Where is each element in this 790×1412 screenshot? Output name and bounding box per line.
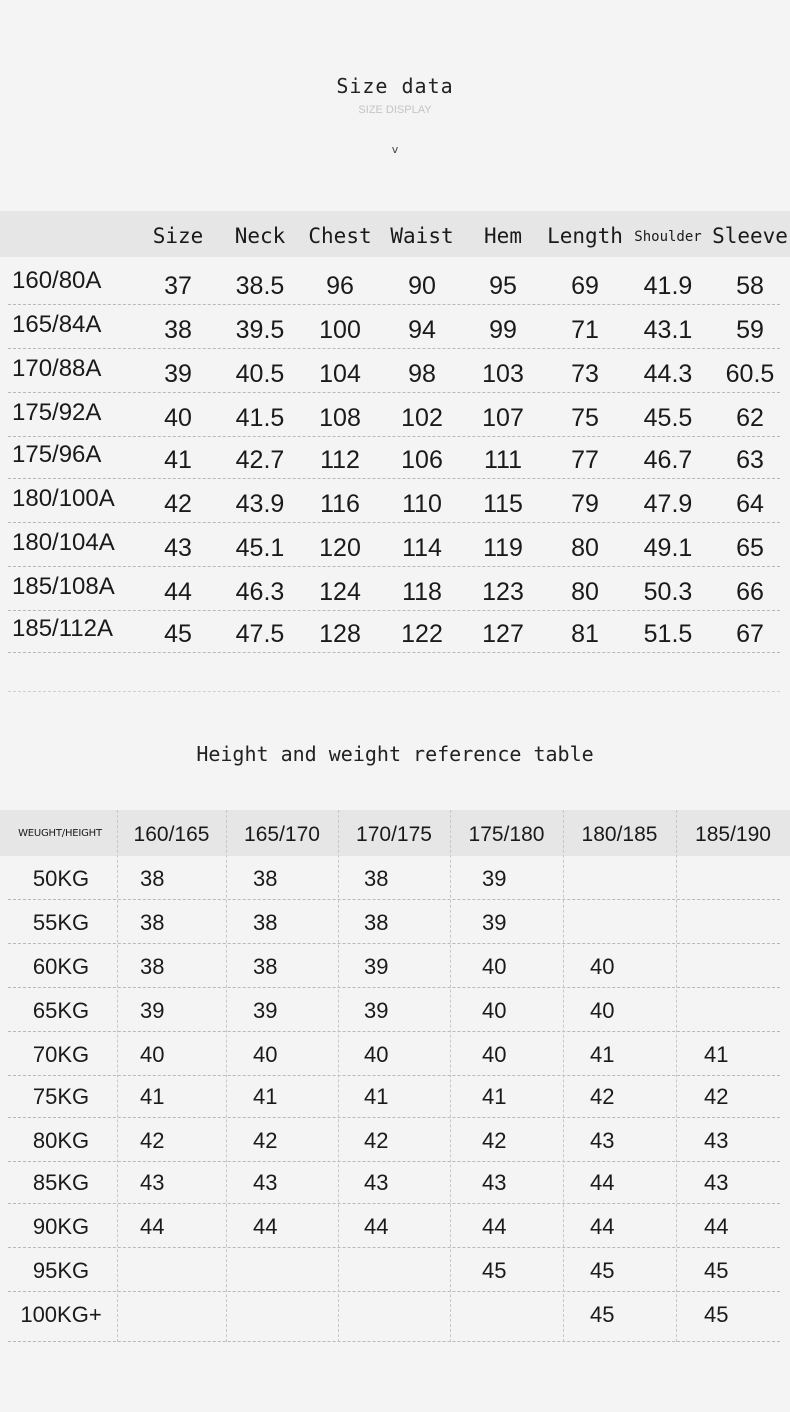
- table-cell: 44: [164, 578, 192, 606]
- table-row: [0, 479, 790, 523]
- table-cell: 112: [320, 446, 360, 474]
- table-cell: 90: [408, 272, 436, 300]
- weight-table-header: [0, 810, 790, 856]
- table-cell: 81: [571, 620, 599, 648]
- row-label: 185/108A: [12, 573, 115, 600]
- table-cell: 63: [736, 446, 764, 474]
- column-divider: [676, 810, 677, 1342]
- weight-section-title: Height and weight reference table: [196, 742, 594, 766]
- row-label: 180/104A: [12, 529, 115, 556]
- table-cell: 45.5: [643, 404, 693, 432]
- table-cell: 39: [140, 998, 165, 1023]
- table-cell: 41: [704, 1042, 729, 1067]
- column-divider: [117, 810, 118, 1342]
- row-label: 55KG: [32, 910, 90, 935]
- table-row: [0, 1032, 790, 1076]
- row-label: 165/84A: [12, 311, 102, 338]
- table-cell: 38: [140, 954, 165, 979]
- table-cell: 62: [736, 404, 764, 432]
- table-cell: 44: [364, 1214, 389, 1239]
- row-label: 175/96A: [12, 441, 102, 468]
- table-row: [0, 261, 790, 305]
- table-cell: 40: [590, 998, 615, 1023]
- table-cell: 44.3: [643, 360, 693, 388]
- column-divider: [226, 810, 227, 1342]
- column-header: Shoulder: [634, 229, 702, 245]
- table-cell: 43: [482, 1170, 507, 1195]
- row-label: 75KG: [32, 1084, 90, 1109]
- table-cell: 102: [401, 404, 443, 432]
- row-label: 50KG: [32, 866, 90, 891]
- table-row: [0, 435, 790, 479]
- table-cell: 41.9: [643, 272, 693, 300]
- column-header: Neck: [234, 224, 286, 248]
- column-header: 165/170: [244, 823, 320, 846]
- row-divider: [8, 652, 780, 653]
- table-cell: 39: [482, 910, 507, 935]
- table-cell: 67: [736, 620, 764, 648]
- table-cell: 39: [364, 998, 389, 1023]
- table-cell: 43: [253, 1170, 278, 1195]
- table-cell: 45: [590, 1302, 615, 1327]
- table-cell: 100: [319, 316, 361, 344]
- table-cell: 43: [364, 1170, 389, 1195]
- table-cell: 41: [482, 1084, 507, 1109]
- table-cell: 44: [590, 1214, 615, 1239]
- row-divider: [8, 1341, 780, 1342]
- column-header: Waist: [390, 224, 454, 248]
- column-header: Size: [152, 224, 204, 248]
- table-cell: 43.9: [235, 490, 285, 518]
- table-cell: 50.3: [643, 578, 693, 606]
- row-label: 85KG: [32, 1170, 90, 1195]
- table-cell: 106: [401, 446, 443, 474]
- row-label: 95KG: [32, 1258, 90, 1283]
- table-cell: 46.7: [643, 446, 693, 474]
- table-cell: 114: [402, 534, 442, 562]
- column-header: 185/190: [695, 823, 771, 846]
- table-cell: 45: [590, 1258, 615, 1283]
- table-cell: 42: [704, 1084, 729, 1109]
- table-cell: 38: [140, 910, 165, 935]
- table-cell: 120: [319, 534, 361, 562]
- table-cell: 40: [253, 1042, 278, 1067]
- row-label: 170/88A: [12, 355, 102, 382]
- row-label: 160/80A: [12, 267, 102, 294]
- row-label: 80KG: [32, 1128, 90, 1153]
- table-cell: 49.1: [643, 534, 693, 562]
- table-cell: 122: [401, 620, 443, 648]
- table-cell: 64: [736, 490, 764, 518]
- table-cell: 44: [590, 1170, 615, 1195]
- table-cell: 43: [704, 1170, 729, 1195]
- table-cell: 40: [590, 954, 615, 979]
- table-cell: 45: [164, 620, 192, 648]
- table-cell: 75: [571, 404, 599, 432]
- table-cell: 115: [483, 490, 523, 518]
- table-cell: 38: [364, 866, 389, 891]
- table-cell: 128: [319, 620, 361, 648]
- table-cell: 45: [704, 1302, 729, 1327]
- column-header: 175/180: [468, 823, 545, 846]
- table-cell: 60.5: [725, 360, 775, 388]
- table-cell: 59: [736, 316, 764, 344]
- table-cell: 40: [364, 1042, 389, 1067]
- table-row: [0, 349, 790, 393]
- table-row: [0, 1292, 790, 1342]
- table-cell: 77: [571, 446, 599, 474]
- table-cell: 110: [402, 490, 442, 518]
- row-label: 100KG+: [20, 1302, 102, 1327]
- table-cell: 41: [590, 1042, 615, 1067]
- table-cell: 47.9: [643, 490, 693, 518]
- table-cell: 104: [319, 360, 361, 388]
- table-cell: 108: [319, 404, 361, 432]
- table-cell: 38: [253, 910, 278, 935]
- table-row: [0, 1118, 790, 1162]
- table-row: [0, 1160, 790, 1204]
- table-cell: 43: [140, 1170, 165, 1195]
- table-cell: 38: [253, 866, 278, 891]
- table-cell: 80: [571, 578, 599, 606]
- row-label: 185/112A: [12, 615, 113, 642]
- table-cell: 43: [590, 1128, 615, 1153]
- table-row: [0, 988, 790, 1032]
- table-cell: 46.3: [235, 578, 285, 606]
- table-cell: 45.1: [235, 534, 285, 562]
- table-cell: 45: [482, 1258, 507, 1283]
- table-cell: 127: [482, 620, 524, 648]
- section-divider: [8, 691, 780, 692]
- table-cell: 111: [483, 446, 522, 474]
- table-cell: 66: [736, 578, 764, 606]
- chevron-down-icon: v: [391, 143, 399, 156]
- table-cell: 41: [253, 1084, 278, 1109]
- table-cell: 44: [482, 1214, 507, 1239]
- table-cell: 124: [319, 578, 361, 606]
- column-divider: [338, 810, 339, 1342]
- table-cell: 42: [482, 1128, 507, 1153]
- table-cell: 41.5: [235, 404, 285, 432]
- table-row: [0, 523, 790, 567]
- size-table-header: [0, 211, 790, 257]
- table-cell: 42: [364, 1128, 389, 1153]
- table-cell: 38: [253, 954, 278, 979]
- table-cell: 103: [482, 360, 524, 388]
- table-cell: 96: [326, 272, 354, 300]
- table-row: [0, 609, 790, 653]
- table-cell: 39.5: [235, 316, 285, 344]
- column-header: 180/185: [581, 823, 658, 846]
- page-subtitle: SIZE DISPLAY: [358, 104, 432, 116]
- table-cell: 42: [590, 1084, 615, 1109]
- table-row: [0, 944, 790, 988]
- table-cell: 95: [489, 272, 517, 300]
- column-header: Sleeve: [712, 224, 788, 248]
- table-cell: 71: [571, 316, 599, 344]
- table-cell: 116: [320, 490, 360, 518]
- table-row: [0, 393, 790, 437]
- page-title: Size data: [336, 74, 454, 98]
- table-cell: 99: [489, 316, 517, 344]
- column-header: Hem: [484, 224, 522, 248]
- table-cell: 42.7: [235, 446, 285, 474]
- table-cell: 39: [364, 954, 389, 979]
- table-cell: 42: [164, 490, 192, 518]
- table-row: [0, 900, 790, 944]
- table-cell: 73: [571, 360, 599, 388]
- table-cell: 41: [164, 446, 192, 474]
- table-cell: 123: [482, 578, 524, 606]
- table-cell: 43.1: [643, 316, 693, 344]
- table-cell: 40: [140, 1042, 165, 1067]
- column-divider: [563, 810, 564, 1342]
- table-cell: 80: [571, 534, 599, 562]
- row-label: 90KG: [32, 1214, 90, 1239]
- table-cell: 94: [408, 316, 436, 344]
- table-cell: 39: [253, 998, 278, 1023]
- table-cell: 43: [164, 534, 192, 562]
- table-cell: 40: [482, 998, 507, 1023]
- row-label: 70KG: [32, 1042, 90, 1067]
- column-header: Length: [547, 224, 623, 248]
- table-cell: 42: [140, 1128, 165, 1153]
- table-cell: 45: [704, 1258, 729, 1283]
- table-cell: 40: [164, 404, 192, 432]
- table-cell: 40.5: [235, 360, 285, 388]
- table-cell: 42: [253, 1128, 278, 1153]
- table-cell: 65: [736, 534, 764, 562]
- table-cell: 40: [482, 954, 507, 979]
- table-cell: 39: [482, 866, 507, 891]
- table-cell: 43: [704, 1128, 729, 1153]
- table-cell: 38: [164, 316, 192, 344]
- table-cell: 38: [364, 910, 389, 935]
- table-cell: 98: [408, 360, 436, 388]
- column-header: Chest: [308, 224, 372, 248]
- table-cell: 38.5: [235, 272, 285, 300]
- table-cell: 39: [164, 360, 192, 388]
- table-row: [0, 1204, 790, 1248]
- table-cell: 119: [483, 534, 523, 562]
- table-cell: 41: [364, 1084, 389, 1109]
- table-row: [0, 856, 790, 900]
- table-cell: 69: [571, 272, 599, 300]
- table-cell: 41: [140, 1084, 165, 1109]
- table-cell: 37: [164, 272, 192, 300]
- table-cell: 107: [482, 404, 524, 432]
- table-cell: 118: [402, 578, 442, 606]
- column-header: 160/165: [133, 823, 210, 846]
- row-label: 175/92A: [12, 399, 102, 426]
- column-header: 170/175: [356, 823, 432, 846]
- table-cell: 38: [140, 866, 165, 891]
- table-row: [0, 1248, 790, 1292]
- table-cell: 44: [140, 1214, 165, 1239]
- row-label: 180/100A: [12, 485, 115, 512]
- table-cell: 79: [571, 490, 599, 518]
- table-cell: 44: [253, 1214, 278, 1239]
- row-label: 65KG: [32, 998, 90, 1023]
- table-row: [0, 1074, 790, 1118]
- table-cell: 44: [704, 1214, 729, 1239]
- table-row: [0, 305, 790, 349]
- row-label: 60KG: [32, 954, 90, 979]
- table-cell: 47.5: [235, 620, 285, 648]
- column-divider: [450, 810, 451, 1342]
- table-cell: 40: [482, 1042, 507, 1067]
- table-cell: 58: [736, 272, 764, 300]
- table-cell: 51.5: [643, 620, 693, 648]
- table-row: [0, 567, 790, 611]
- corner-header: WEUGHT/HEIGHT: [18, 828, 102, 839]
